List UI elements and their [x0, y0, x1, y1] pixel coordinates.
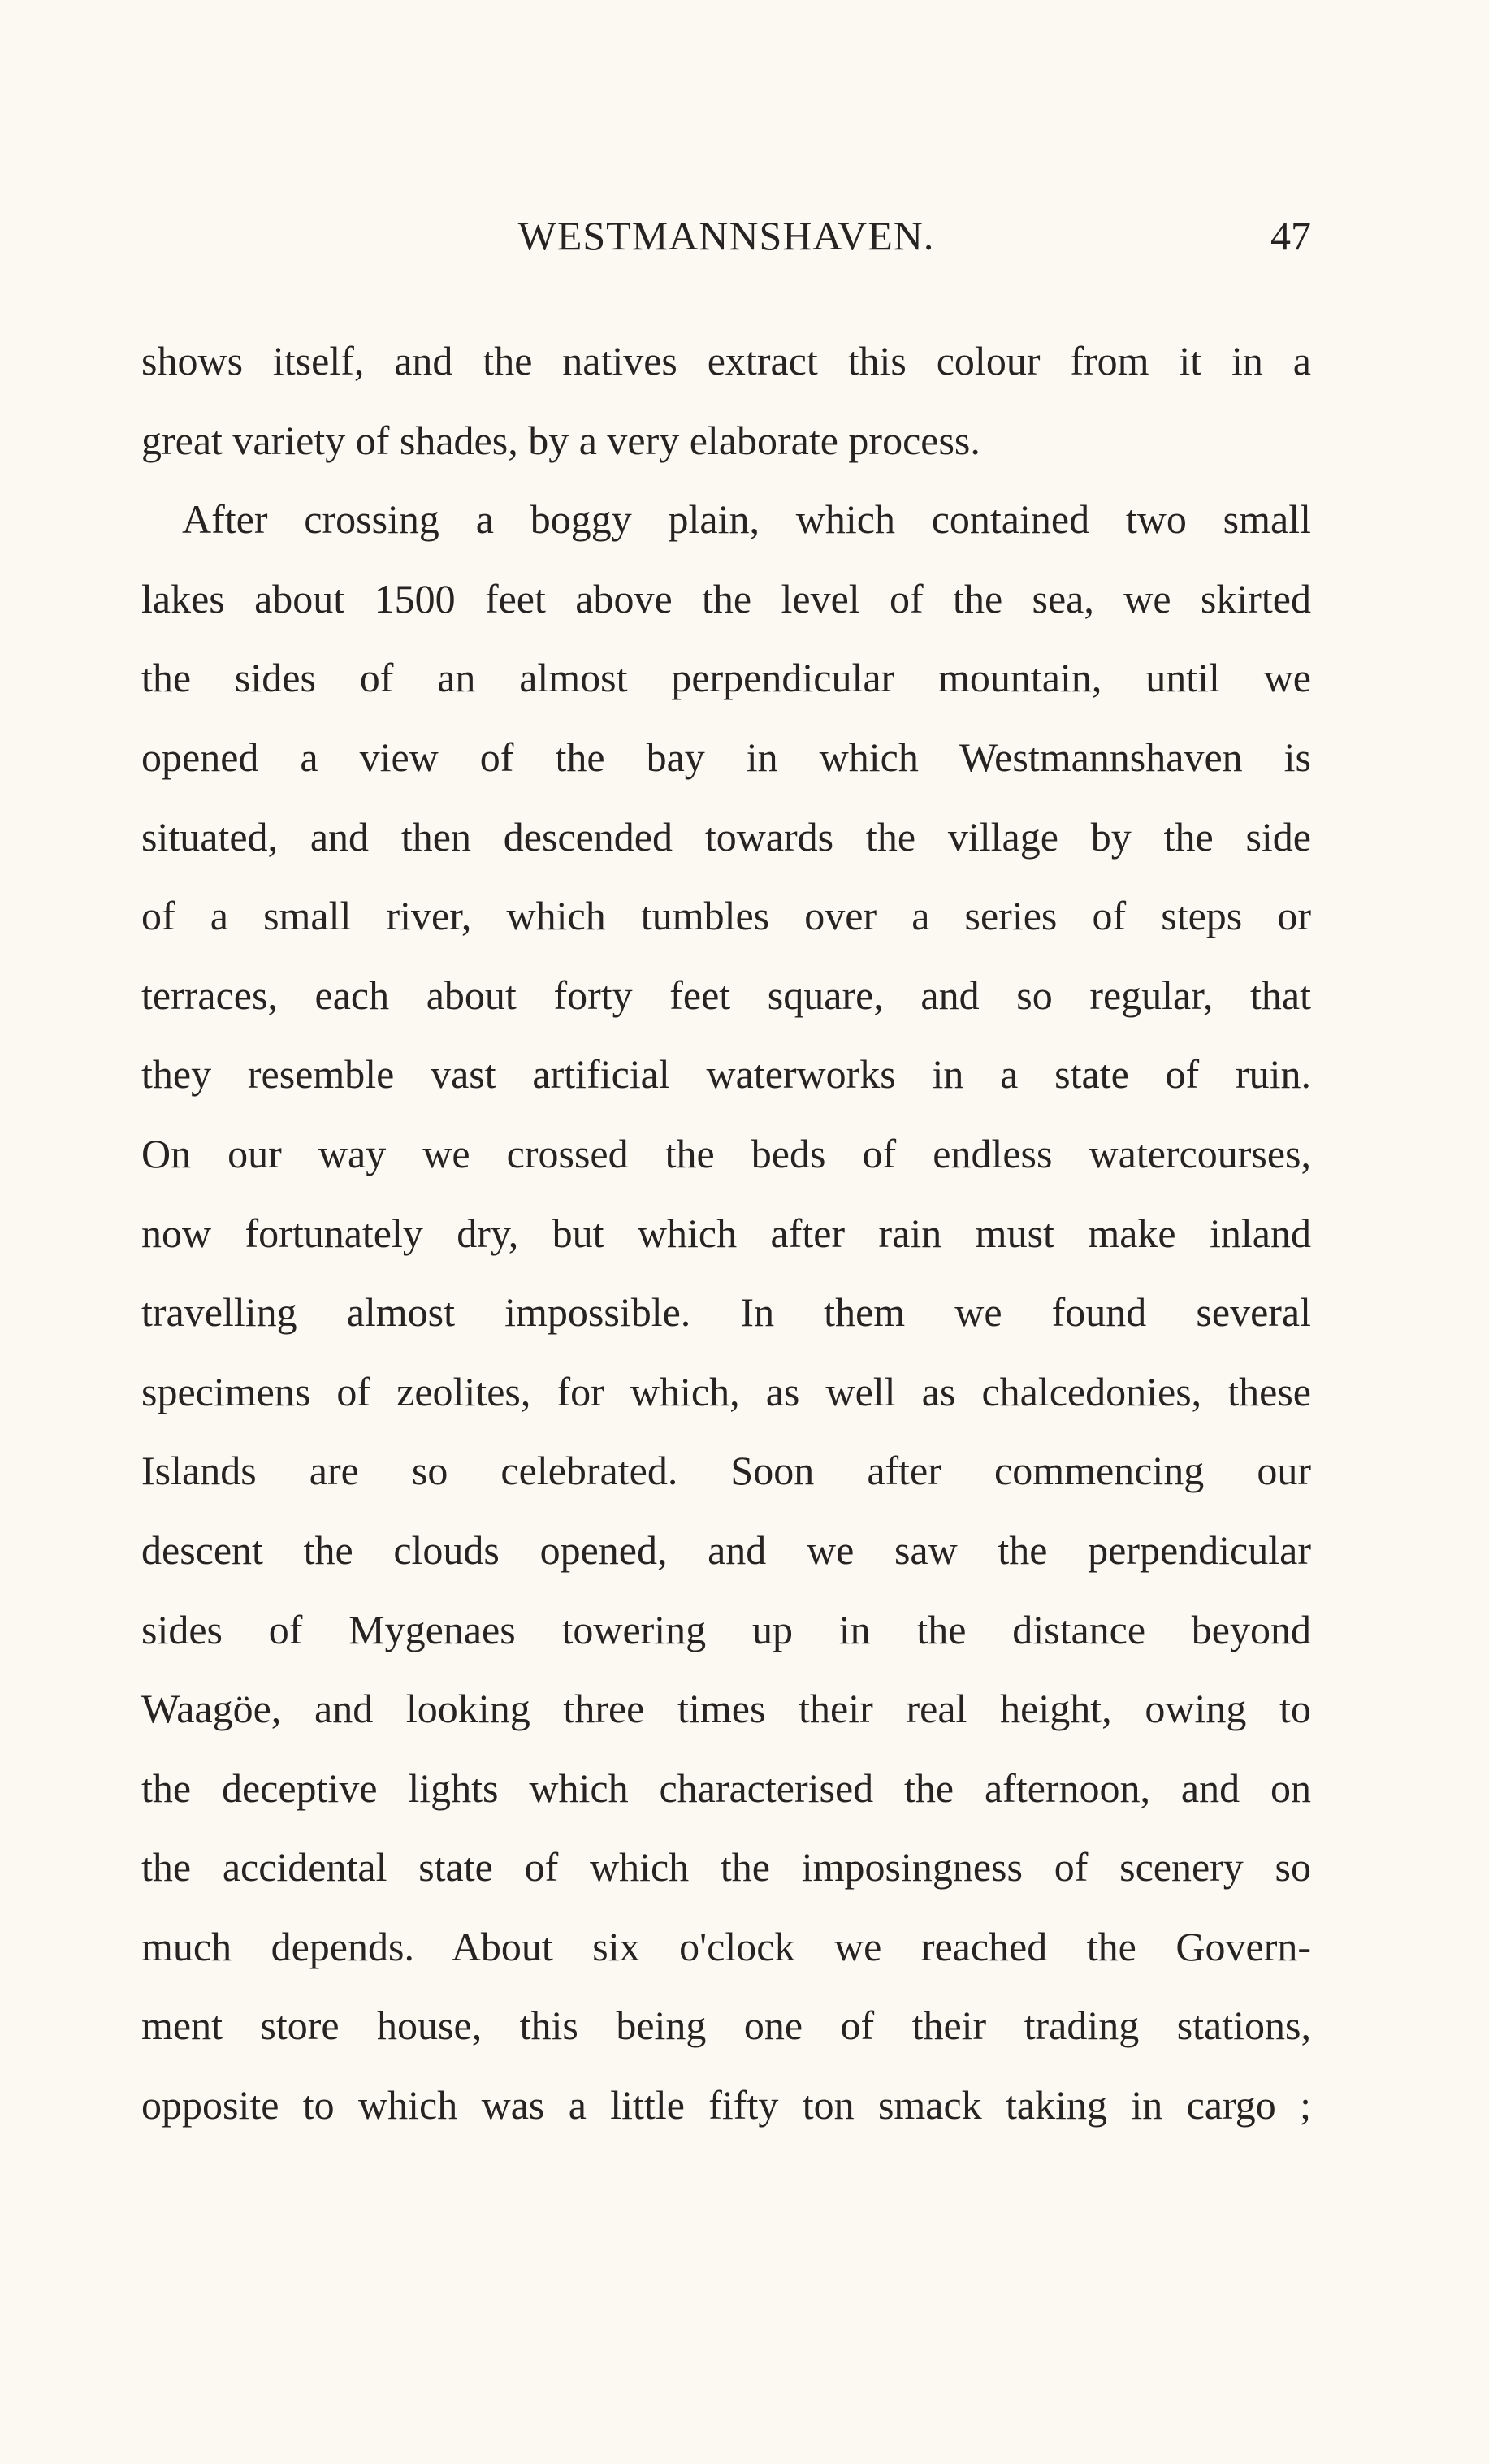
text-line: travelling almost impossible. In them we found several [141, 1289, 1311, 1336]
text-line: On our way we crossed the beds of endless watercourses, [141, 1130, 1311, 1176]
text-line: opened a view of the bay in which Westmannshaven is [141, 734, 1311, 780]
text-line: the deceptive lights which characterised the afternoon, and on [141, 1765, 1311, 1811]
text-line: terraces, each about forty feet square, and so regular, that [141, 972, 1311, 1018]
text-line: descent the clouds opened, and we saw the perpendicular [141, 1526, 1311, 1573]
text-line: shows itself, and the natives extract this colour from it in a [141, 338, 1311, 383]
text-line: After crossing a boggy plain, which contained two small [182, 496, 1311, 543]
body-text [141, 336, 1311, 2160]
text-line: the sides of an almost perpendicular mountain, until we [141, 655, 1311, 701]
text-line: specimens of zeolites, for which, as well as chalcedonies, these [141, 1368, 1311, 1414]
text-line: of a small river, which tumbles over a series of steps or [141, 893, 1311, 939]
text-line: much depends. About six o'clock we reached the Govern- [141, 1923, 1311, 1969]
text-line: Waagöe, and looking three times their real height, owing to [141, 1686, 1311, 1732]
text-line: sides of Mygenaes towering up in the distance beyond [141, 1606, 1311, 1652]
running-title: WESTMANNSHAVEN. [517, 213, 935, 258]
text-line: now fortunately dry, but which after rain must make inland [141, 1210, 1311, 1256]
text-line: Islands are so celebrated. Soon after commencing our [141, 1448, 1311, 1494]
text-line: opposite to which was a little fifty ton smack taking in cargo ; [141, 2082, 1311, 2128]
text-line: great variety of shades, by a very elaborate process. [141, 417, 980, 463]
text-line: the accidental state of which the imposingness of scenery so [141, 1844, 1311, 1890]
running-head [141, 210, 1311, 262]
text-line: ment store house, this being one of their trading stations, [141, 2003, 1311, 2049]
text-line: lakes about 1500 feet above the level of the sea, we skirted [141, 575, 1311, 621]
page-number: 47 [1270, 213, 1311, 258]
text-line: situated, and then descended towards the village by the side [141, 813, 1311, 860]
text-line: they resemble vast artificial waterworks in a state of ruin. [141, 1051, 1311, 1098]
